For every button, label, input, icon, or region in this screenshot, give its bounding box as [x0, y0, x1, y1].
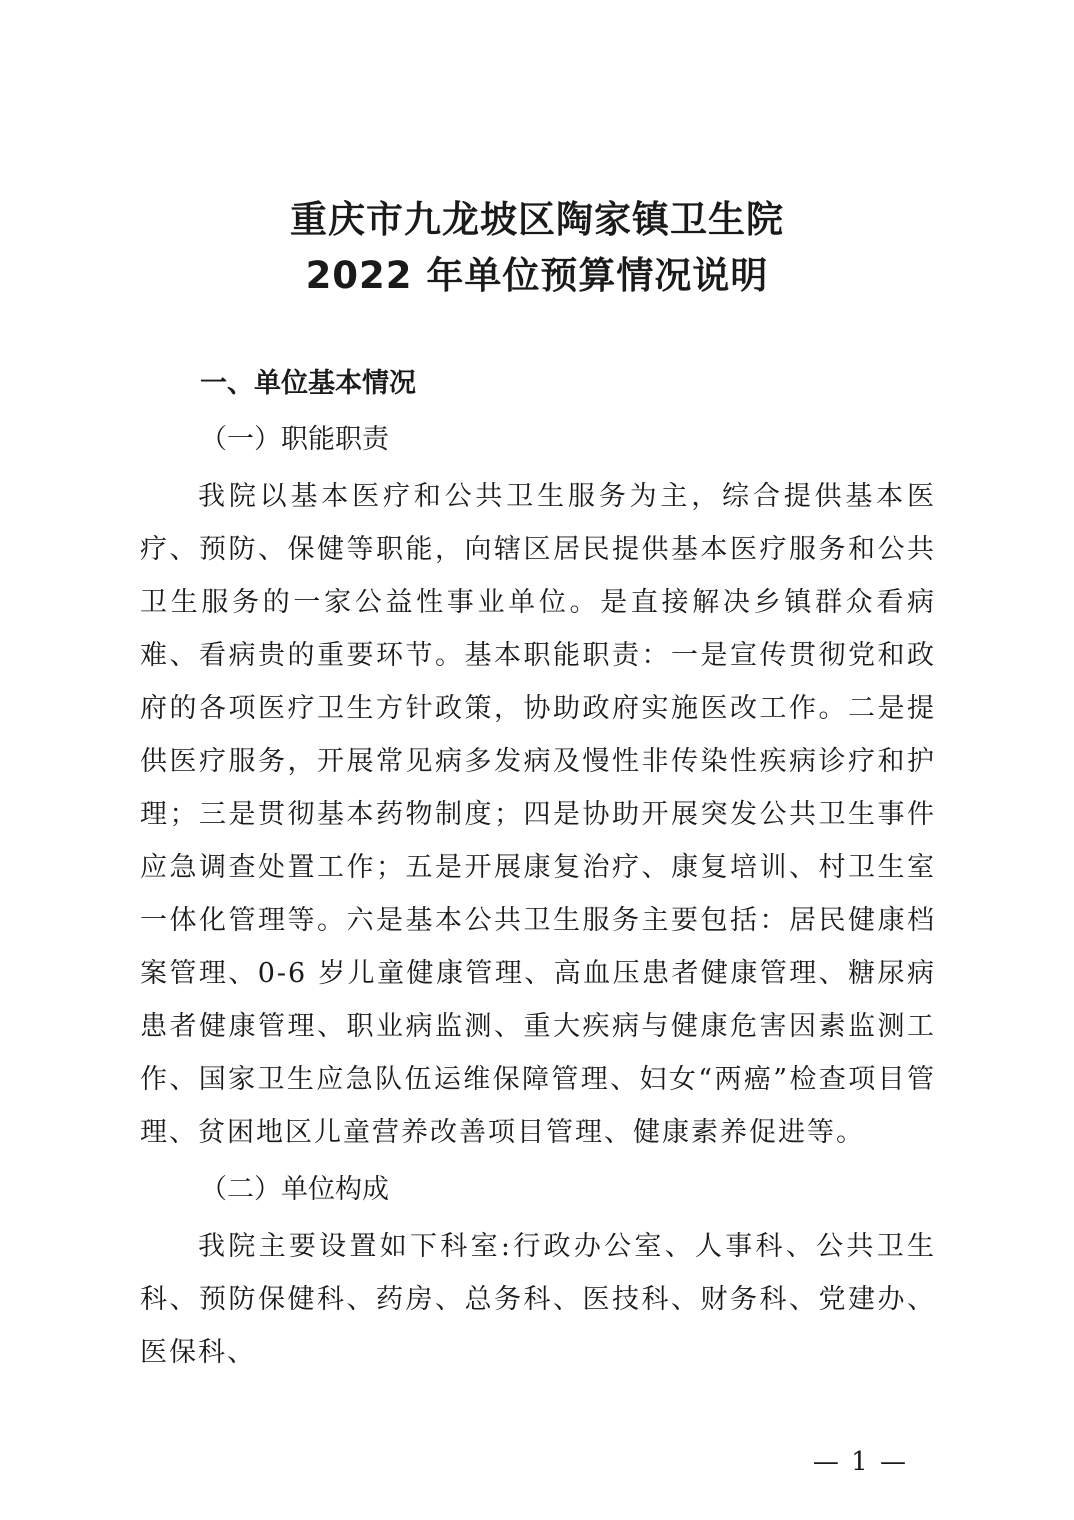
document-title-line1: 重庆市九龙坡区陶家镇卫生院 [290, 198, 784, 241]
paragraph-composition: 我院主要设置如下科室:行政办公室、人事科、公共卫生科、预防保健科、药房、总务科、医技科、财务科、党建办、医保科、 [140, 1231, 936, 1368]
subsection-heading-functions: （一）职能职责 [200, 424, 389, 455]
subsection-heading-composition: （二）单位构成 [200, 1174, 389, 1205]
section-heading-basic-info: 一、单位基本情况 [200, 368, 416, 399]
paragraph-functions: 我院以基本医疗和公共卫生服务为主，综合提供基本医疗、预防、保健等职能，向辖区居民提供基本医疗服务和公共卫生服务的一家公益性事业单位。是直接解决乡镇群众看病难、看病贵的重要环节。基本职能职责：一是宣传贯彻党和政府的各项医疗卫生方针政策，协助政府实施医改工作。二是提供医疗服务，开展常见病多发病及慢性非传染性疾病诊疗和护理；三是贯彻基本药物制度；四是协助开展突发公共卫生事件应急调查处置工作；五是开展康复治疗、康复培训、村卫生室一体化管理等。六是基本公共卫生服务主要包括：居民健康档案管理、0-6 岁儿童健康管理、高血压患者健康管理、糖尿病患者健康管理、职业病监测、重大疾病与健康危害因素监测工作、国家卫生应急队伍运维保障管理、妇女“两癌”检查项目管理、贫困地区儿童营养改善项目管理、健康素养促进等。 [140, 481, 936, 1148]
page-number: — 1 — [812, 1447, 908, 1477]
document-title-line2: 2022 年单位预算情况说明 [305, 254, 769, 297]
